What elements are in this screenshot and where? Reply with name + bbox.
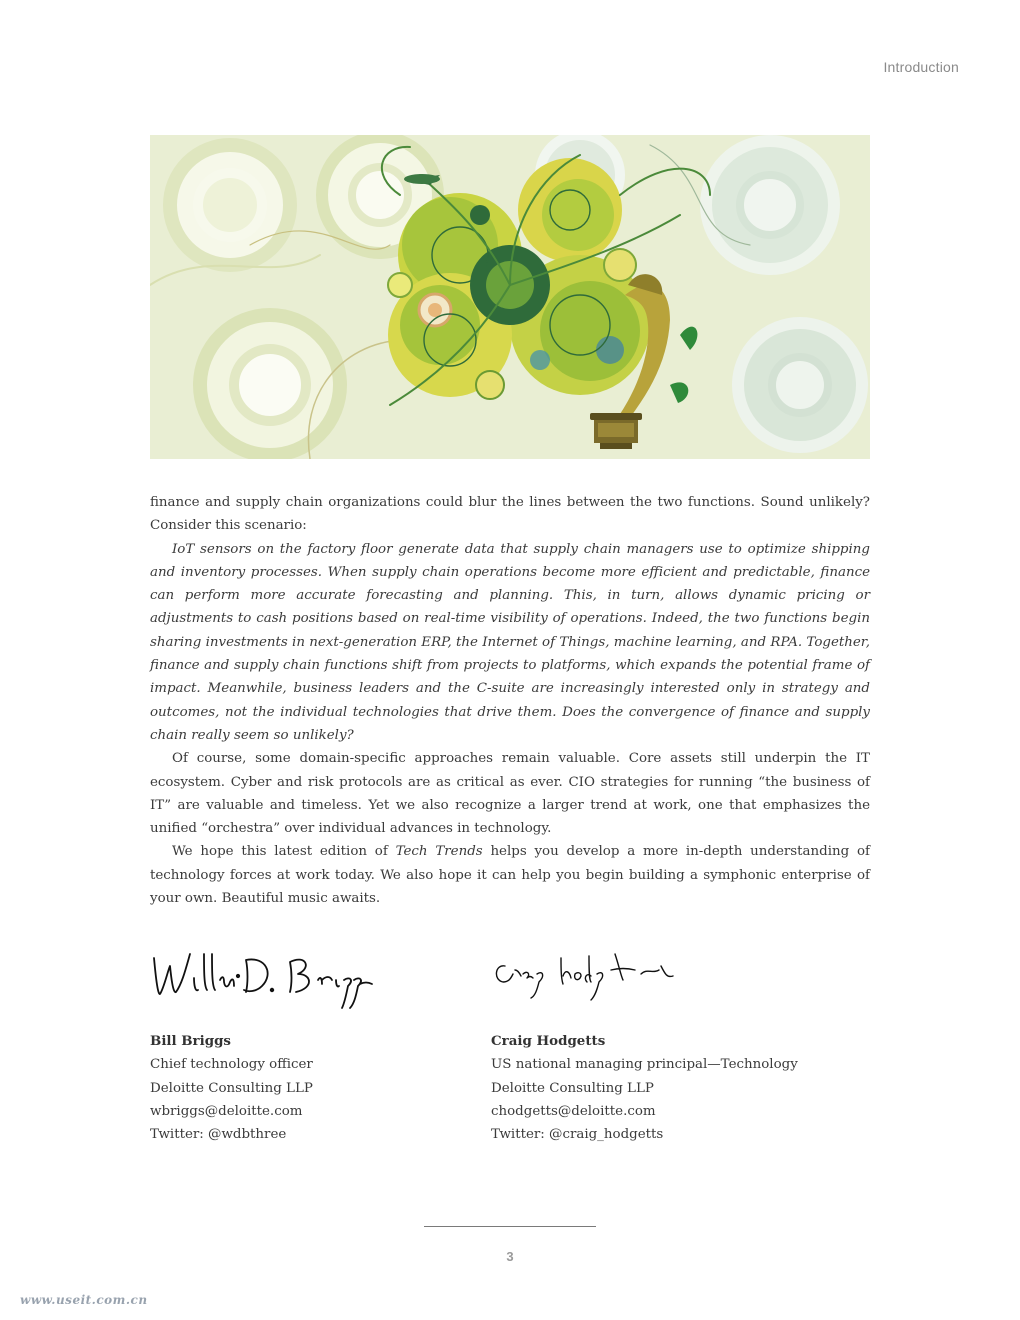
paragraph-scenario: IoT sensors on the factory floor generate data that supply chain managers use to optimize shipping and inventory processes. When supply chain operations become more efficient and predictable, finance can perform more accurate forecasting and planning. This, in turn, allows dynamic pricing or adjustments to cash positions based on real-time visibility of operations. Indeed, the two functions begin sharing investments in next-generation ERP, the Internet of Things, machine learning, and RPA. Together, finance and supply chain functions shift from projects to platforms, which expands the potential frame of impact. Meanwhile, business leaders and the C-suite are increasingly interested only in strategy and outcomes, not the individual technologies that drive them. Does the convergence of finance and supply chain really seem so unlikely? bbox=[150, 541, 870, 743]
watermark: www.useit.com.cn bbox=[20, 1293, 148, 1307]
paragraph-4-pre: We hope this latest edition of bbox=[172, 844, 396, 860]
hero-illustration bbox=[150, 135, 870, 459]
signatory-company: Deloitte Consulting LLP bbox=[491, 1080, 654, 1096]
signatory-title: Chief technology officer bbox=[150, 1057, 313, 1073]
paragraph-4 bbox=[150, 840, 870, 910]
signature-briggs bbox=[150, 940, 380, 1016]
signatory-title: US national managing principal—Technology bbox=[491, 1057, 798, 1073]
section-label: Introduction bbox=[883, 59, 959, 75]
hero-art bbox=[150, 135, 870, 459]
signatory-name: Bill Briggs bbox=[150, 1033, 231, 1049]
paragraph-4-post: helps you develop a more in-depth understanding of technology forces at work today. We also hope it can help you begin building a symphonic enterprise of your own. Beautiful music awaits. bbox=[150, 844, 870, 907]
signatory-twitter[interactable]: Twitter: @craig_hodgetts bbox=[491, 1127, 664, 1143]
signatory-email[interactable]: chodgetts@deloitte.com bbox=[491, 1103, 656, 1119]
signatory-block-hodgetts bbox=[491, 940, 831, 1146]
signatory-block-briggs bbox=[150, 940, 490, 1146]
footer-divider bbox=[424, 1226, 596, 1227]
page-number: 3 bbox=[506, 1249, 514, 1264]
signature-hodgetts bbox=[491, 940, 691, 1016]
publication-title: Tech Trends bbox=[395, 844, 483, 860]
paragraph-1: finance and supply chain organizations could blur the lines between the two functions. Sound unlikely? Consider this scenario: bbox=[150, 495, 870, 534]
body-text bbox=[150, 491, 870, 910]
signatory-name: Craig Hodgetts bbox=[491, 1033, 606, 1049]
signatory-company: Deloitte Consulting LLP bbox=[150, 1080, 313, 1096]
signatory-email[interactable]: wbriggs@deloitte.com bbox=[150, 1103, 303, 1119]
paragraph-3: Of course, some domain-specific approaches remain valuable. Core assets still underpin the IT ecosystem. Cyber and risk protocols are as critical as ever. CIO strategies for running “the business of IT” are valuable and timeless. Yet we also recognize a larger trend at work, one that emphasizes the unified “orchestra” over individual advances in technology. bbox=[150, 751, 870, 837]
signatory-twitter[interactable]: Twitter: @wdbthree bbox=[150, 1127, 287, 1143]
